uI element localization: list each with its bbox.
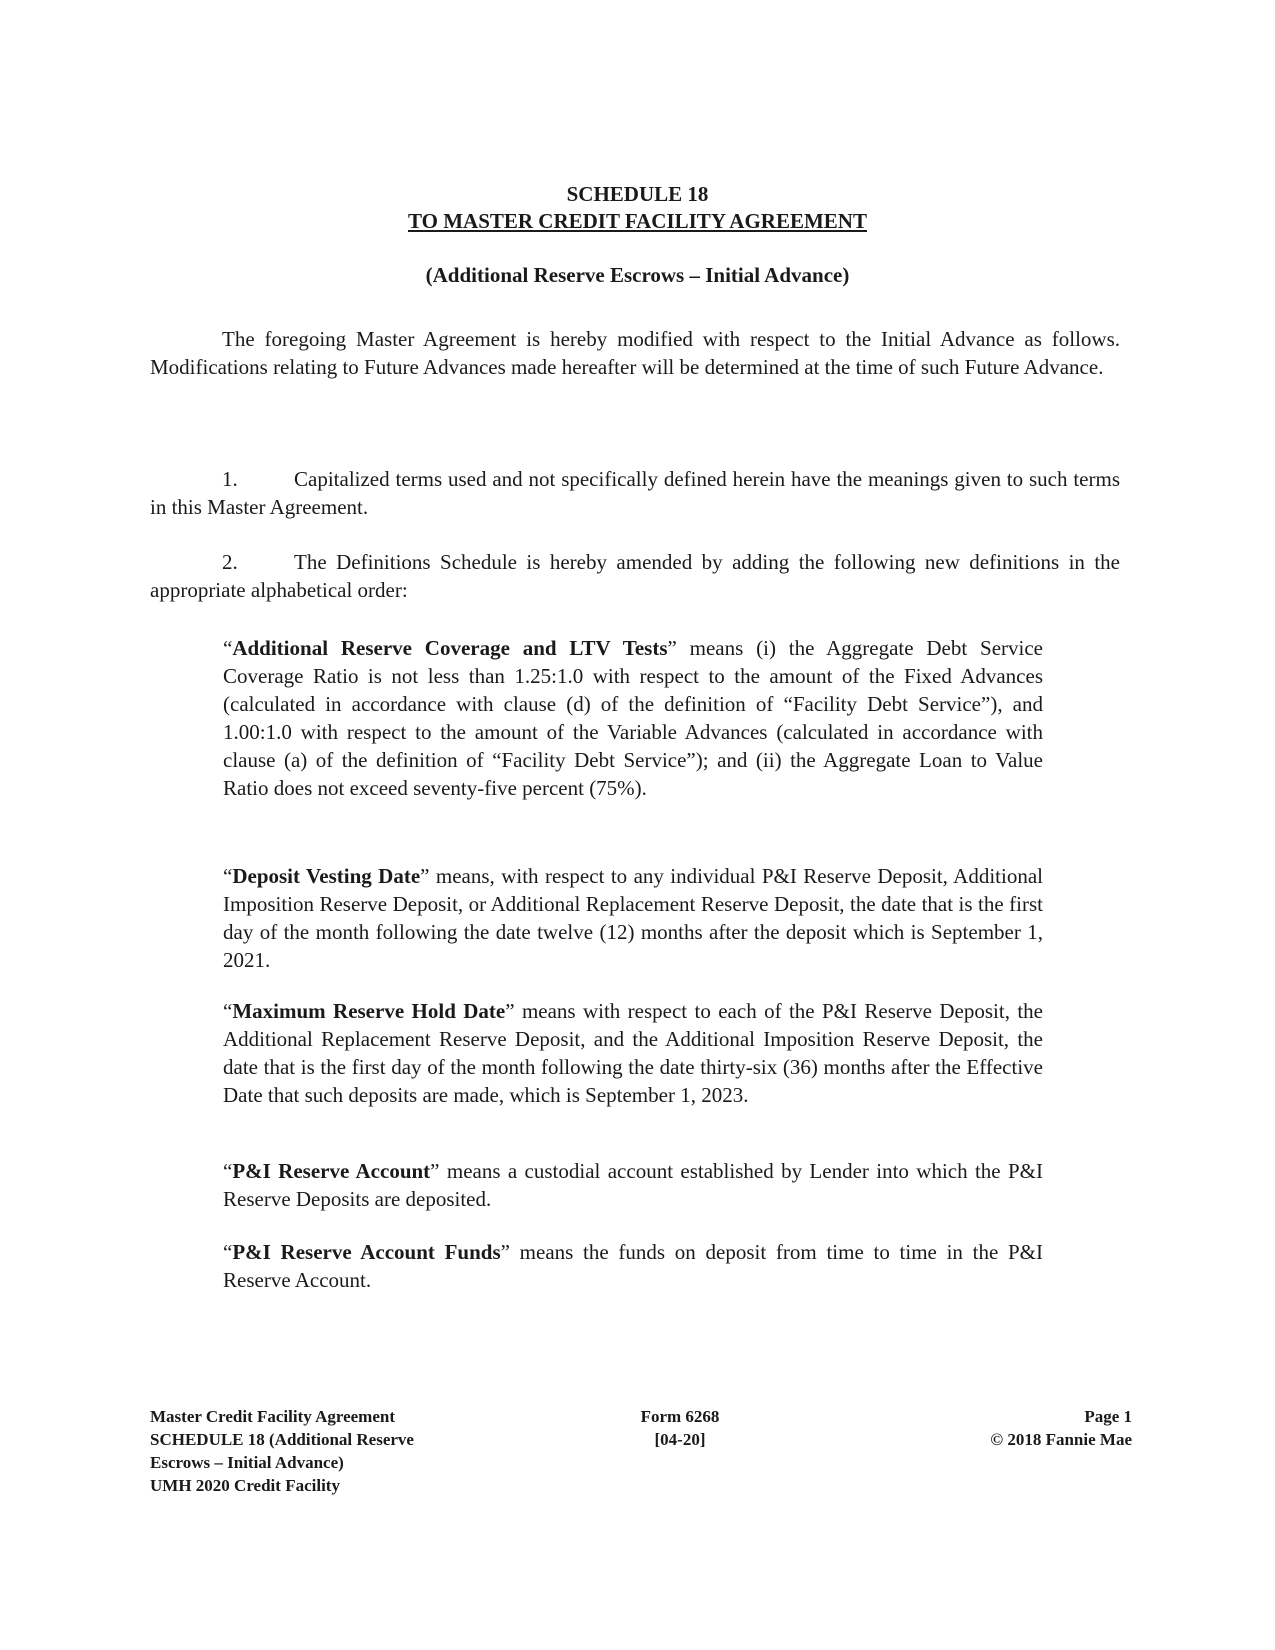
footer-form-number: Form 6268 — [640, 1407, 720, 1426]
definition-text: means with respect to each of the P&I Reserve Deposit, the Additional Replacement Reserve Deposit, and the Additional Imposition Reserve Deposit, the date that is the first day of the month following the date thirty-six (36) months after the Effective Date that such deposits are made, which is September 1, 2023. — [223, 999, 1043, 1107]
paragraph-number-2: 2. — [222, 550, 238, 574]
footer-form-info — [580, 1405, 780, 1451]
footer-left-line: Master Credit Facility Agreement — [150, 1407, 396, 1426]
definition-pi-reserve-account: “P&I Reserve Account” means a custodial account established by Lender into which the P&I Reserve Deposits are deposited. — [223, 1159, 1043, 1211]
agreement-title-text: TO MASTER CREDIT FACILITY AGREEMENT — [408, 209, 867, 233]
footer-copyright: © 2018 Fannie Mae — [990, 1430, 1132, 1449]
paragraph-text-1: Capitalized terms used and not specifically defined herein have the meanings given to such terms in this Master Agreement. — [150, 467, 1120, 519]
footer-document-title — [150, 1405, 490, 1497]
footer-left-line: SCHEDULE 18 (Additional Reserve — [150, 1430, 414, 1449]
definition-text: means the funds on deposit from time to time in the P&I Reserve Account. — [223, 1240, 1044, 1292]
footer-page-number: Page 1 — [1084, 1407, 1132, 1426]
schedule-title: SCHEDULE 18 — [566, 182, 709, 206]
definition-text: means a custodial account established by Lender into which the P&I Reserve Deposits are deposited. — [223, 1159, 1043, 1211]
definition-deposit-vesting-date: “Deposit Vesting Date” means, with respect to any individual P&I Reserve Deposit, Additional Imposition Reserve Deposit, or Additional Replacement Reserve Deposit, the date that is the first day of the month following the date twelve (12) months after the deposit which is September 1, 2021. — [223, 864, 1043, 972]
definition-term: Maximum Reserve Hold Date — [232, 999, 506, 1023]
definition-term: P&I Reserve Account — [232, 1159, 431, 1183]
definition-pi-reserve-account-funds: “P&I Reserve Account Funds” means the funds on deposit from time to time in the P&I Reserve Account. — [223, 1240, 1044, 1292]
definition-maximum-reserve-hold-date: “Maximum Reserve Hold Date” means with respect to each of the P&I Reserve Deposit, the Additional Replacement Reserve Deposit, and the Additional Imposition Reserve Deposit, the date that is the first day of the month following the date thirty-six (36) months after the Effective Date that such deposits are made, which is September 1, 2023. — [223, 999, 1043, 1107]
schedule-subtitle: (Additional Reserve Escrows – Initial Advance) — [425, 263, 850, 287]
footer-page-info — [900, 1405, 1132, 1451]
paragraph-number-1: 1. — [222, 467, 238, 491]
definition-text: means, with respect to any individual P&I Reserve Deposit, Additional Imposition Reserve Deposit, or Additional Replacement Reserve Deposit, the date that is the first day of the month following the date twelve (12) months after the deposit which is September 1, 2021. — [223, 864, 1043, 972]
footer-left-line: UMH 2020 Credit Facility — [150, 1476, 340, 1495]
footer-left-line: Escrows – Initial Advance) — [150, 1453, 344, 1472]
agreement-title — [0, 208, 1275, 235]
definition-additional-reserve-coverage: “Additional Reserve Coverage and LTV Tests” means (i) the Aggregate Debt Service Coverage Ratio is not less than 1.25:1.0 with respect to the amount of the Fixed Advances (calculated in accordance with clause (d) of the definition of “Facility Debt Service”), and 1.00:1.0 with respect to the amount of the Variable Advances (calculated in accordance with clause (a) of the definition of “Facility Debt Service”); and (ii) the Aggregate Loan to Value Ratio does not exceed seventy-five percent (75%). — [223, 636, 1043, 800]
intro-paragraph: The foregoing Master Agreement is hereby modified with respect to the Initial Advance as follows. Modifications relating to Future Advances made hereafter will be determined at the time of such Future Advance. — [150, 327, 1120, 379]
definition-text: means (i) the Aggregate Debt Service Coverage Ratio is not less than 1.25:1.0 with respect to the amount of the Fixed Advances (calculated in accordance with clause (d) of the definition of “Facility Debt Service”), and 1.00:1.0 with respect to the amount of the Variable Advances (calculated in accordance with clause (a) of the definition of “Facility Debt Service”); and (ii) the Aggregate Loan to Value Ratio does not exceed seventy-five percent (75%). — [223, 636, 1043, 800]
definition-term: Additional Reserve Coverage and LTV Tests — [232, 636, 668, 660]
paragraph-text-2: The Definitions Schedule is hereby amended by adding the following new definitions in the appropriate alphabetical order: — [150, 550, 1120, 602]
numbered-paragraph-1 — [150, 465, 1120, 521]
definition-term: P&I Reserve Account Funds — [232, 1240, 501, 1264]
definition-term: Deposit Vesting Date — [232, 864, 421, 888]
footer-form-date: [04-20] — [654, 1430, 706, 1449]
numbered-paragraph-2 — [150, 548, 1120, 604]
